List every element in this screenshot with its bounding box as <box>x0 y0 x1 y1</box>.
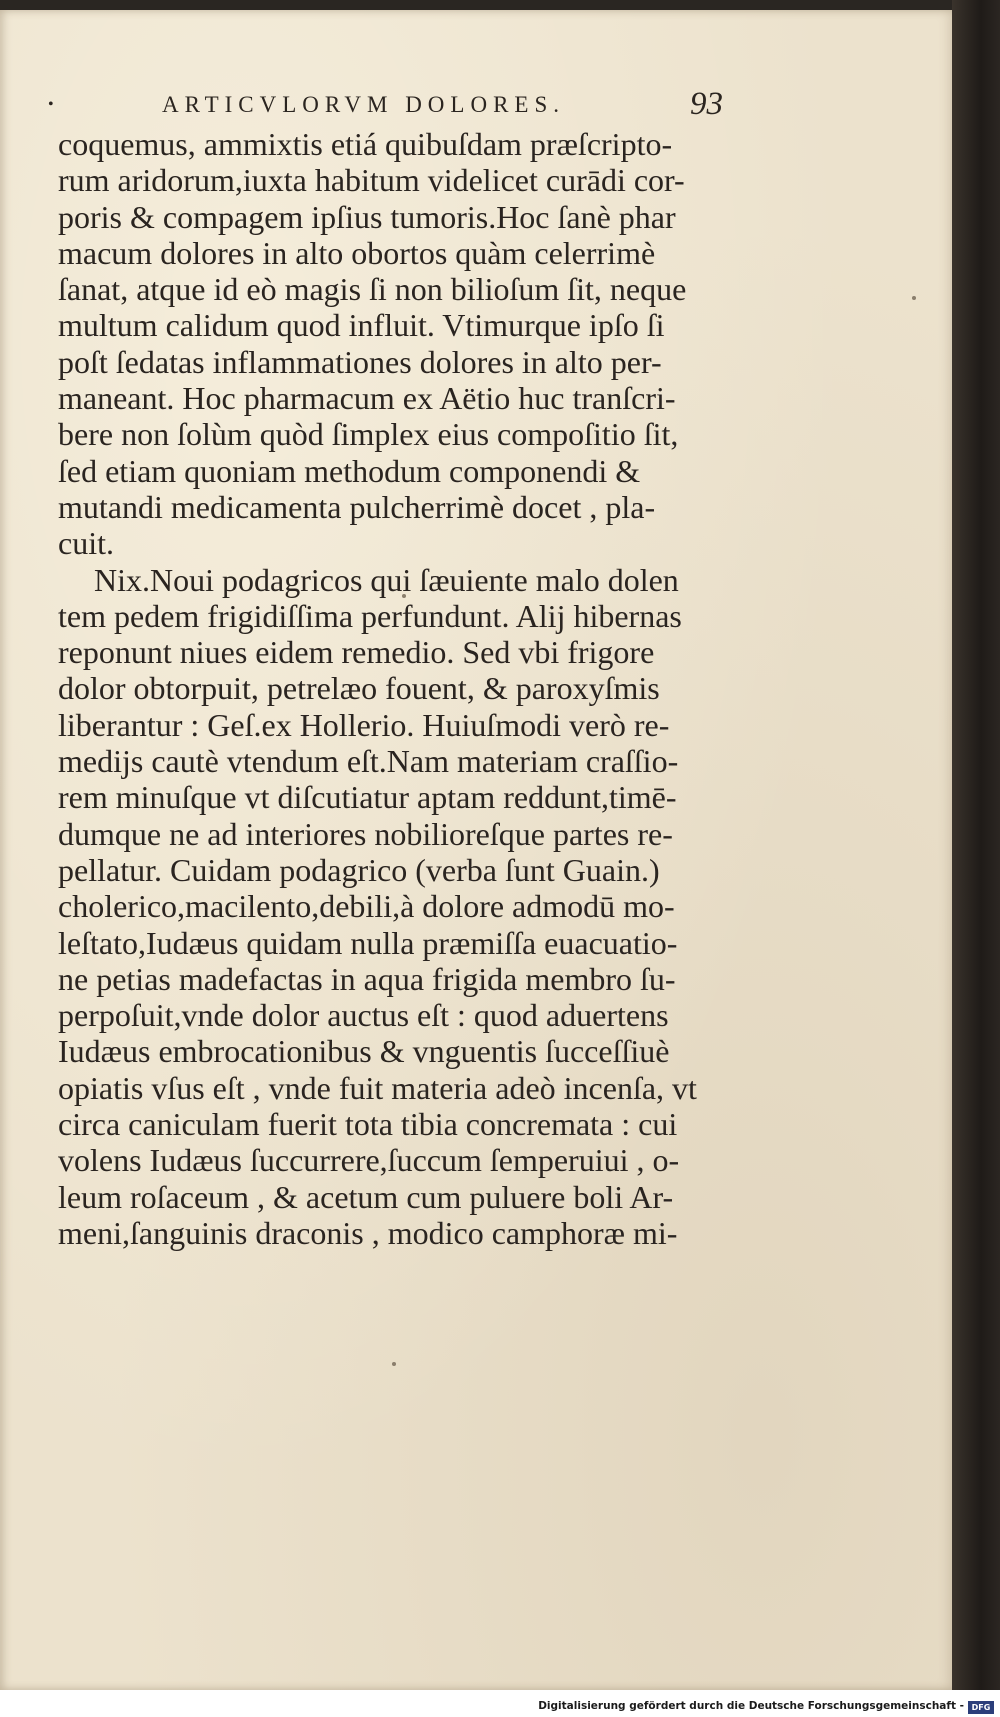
head-ornament: • <box>48 96 54 113</box>
text-line: circa caniculam fuerit tota tibia concremata : cui <box>58 1106 678 1143</box>
dfg-logo: DFG <box>968 1701 994 1714</box>
text-line: maneant. Hoc pharmacum ex Aëtio huc tranſcri- <box>58 380 676 417</box>
text-line: tem pedem frigidiſſima perfundunt. Alij hibernas <box>58 597 682 634</box>
text-line: perpoſuit,vnde dolor auctus eſt : quod aduertens <box>58 997 669 1034</box>
text-line: medijs cautè vtendum eſt.Nam materiam craſſio- <box>58 743 679 780</box>
text-line: ſanat, atque id eò magis ſi non bilioſum ſit, neque <box>58 271 687 308</box>
text-line: macum dolores in alto obortos quàm celerrimè <box>58 234 656 271</box>
text-line: ſed etiam quoniam methodum componendi & <box>58 452 641 489</box>
text-line: dolor obtorpuit, petrelæo fouent, & paroxyſmis <box>58 670 660 707</box>
paper-speck <box>392 1362 396 1366</box>
text-line: cholerico,macilento,debili,à dolore admodū mo- <box>58 888 675 925</box>
text-line: volens Iudæus ſuccurrere,ſuccum ſemperuiui , o- <box>58 1142 680 1179</box>
text-line: ne petias madefactas in aqua frigida membro ſu- <box>58 960 676 997</box>
text-line: liberantur : Geſ.ex Hollerio. Huiuſmodi verò re- <box>58 706 670 743</box>
text-line: opiatis vſus eſt , vnde fuit materia adeò incenſa, vt <box>58 1069 697 1106</box>
text-line: poris & compagem ipſius tumoris.Hoc ſanè phar <box>58 198 676 235</box>
text-line: rem minuſque vt diſcutiatur aptam reddunt,timē- <box>58 779 677 816</box>
text-line: mutandi medicamenta pulcherrimè docet , pla- <box>58 488 656 525</box>
text-line: coquemus, ammixtis etiá quibuſdam præſcripto- <box>58 126 673 162</box>
text-line: leſtato,Iudæus quidam nulla præmiſſa euacuatio- <box>58 924 678 961</box>
running-title: ARTICVLORVM DOLORES. <box>162 92 566 117</box>
text-line: Iudæus embrocationibus & vnguentis ſucceſſiuè <box>58 1033 670 1070</box>
text-line: dumque ne ad interiores nobilioreſque partes re- <box>58 815 673 852</box>
text-line: reponunt niues eidem remedio. Sed vbi frigore <box>58 634 655 671</box>
digitization-credit: Digitalisierung gefördert durch die Deutsche Forschungsgemeinschaft - <box>538 1700 964 1712</box>
text-line: pellatur. Cuidam podagrico (verba ſunt Guain.) <box>58 851 660 888</box>
text-line: leum roſaceum , & acetum cum puluere boli Ar- <box>58 1178 674 1215</box>
page-number: 93 <box>690 86 723 122</box>
text-line: Nix.Noui podagricos qui ſæuiente malo dolen <box>94 561 679 598</box>
paper-speck <box>912 296 916 300</box>
text-line: poſt ſedatas inflammationes dolores in alto per- <box>58 343 662 380</box>
scan-right-border <box>952 0 1000 1690</box>
text-line: multum calidum quod influit. Vtimurque ipſo ſi <box>58 307 665 344</box>
body-text <box>58 126 758 1251</box>
text-line: meni,ſanguinis draconis , modico camphoræ mi- <box>58 1214 678 1251</box>
text-line: cuit. <box>58 525 114 562</box>
text-line: rum aridorum,iuxta habitum videlicet curādi cor- <box>58 162 685 199</box>
running-head <box>40 88 760 124</box>
text-line: bere non ſolùm quòd ſimplex eius compoſitio ſit, <box>58 416 679 453</box>
